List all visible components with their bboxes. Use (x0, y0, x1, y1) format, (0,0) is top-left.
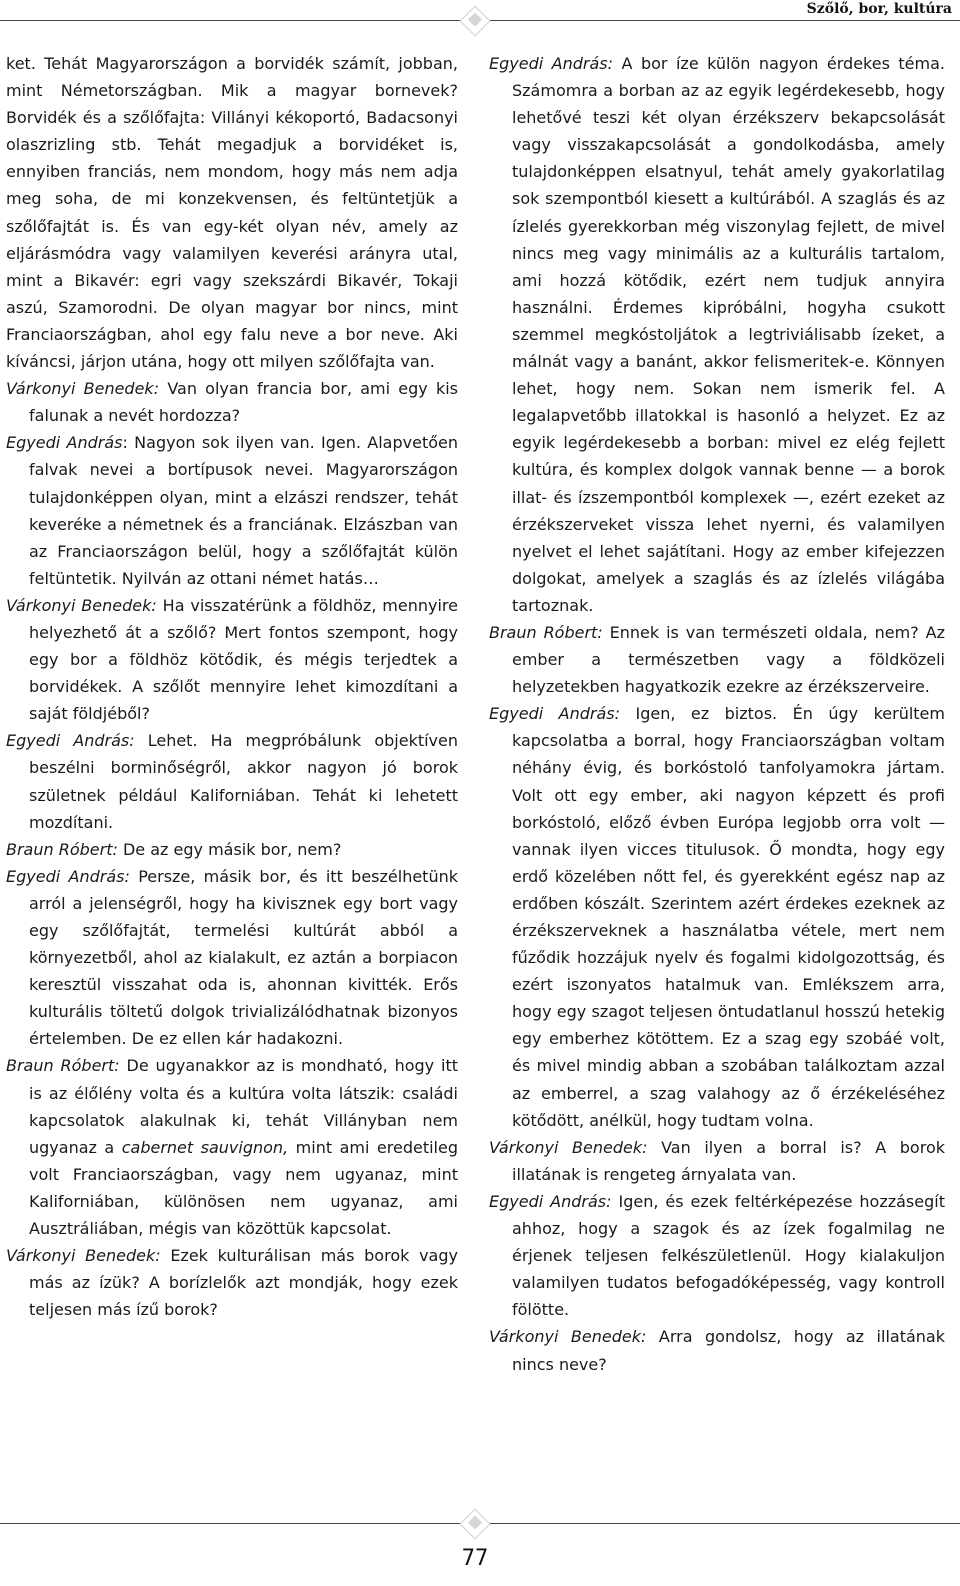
speaker-name: Egyedi András: (489, 704, 621, 724)
speaker-name: Egyedi András: (489, 1191, 612, 1211)
paragraph (6, 50, 458, 375)
paragraph-text: Ha visszatérünk a földhöz, mennyire helyezhető át a szőlő? Mert fontos szempont, hogy egy bor a földhöz kötődik, és mégis terjedtek a borvidékek. A szőlőt mennyire lehet kimozdítani a saját földjéből? (29, 595, 458, 724)
paragraph (489, 1188, 945, 1323)
footer-diamond-ornament (459, 1508, 490, 1539)
paragraph-text: Arra gondolsz, hogy az illatának nincs neve? (512, 1327, 945, 1374)
paragraph-text: De ugyanakkor az is mondható, hogy itt is az élőlény volta és a kultúra volta látszik: családi kapcsolatok alakulnak ki, tehát Villányban nem ugyanaz a (29, 1056, 459, 1157)
speaker-name: Egyedi András: (6, 866, 130, 886)
speaker-name: Braun Róbert: (6, 839, 118, 859)
wine-name-italic: cabernet sauvignon, (121, 1137, 289, 1157)
paragraph-text: A bor íze külön nagyon érdekes téma. Számomra a borban az az egyik legérdekesebb, hogy lehetővé teszi két olyan érzékszerv bekapcsolását vagy visszakapcsolását a gondolkodásba, amely tulajdonképpen elsatnyul, tehát amely gyakorlatilag sok szempontból kiesett a kultúrából. A szaglás és az ízlelés gyerekkorban még viszonylag fejlett, de mivel nincs meg vagy minimális az a kulturális tartalom, ami hozzá kötődik, ezért nem tudjuk annyira használni. Érdemes kipróbálni, hogyha csukott szemmel megkóstoljátok a legtriviálisabb ízeket, a málnát vagy a banánt, akkor felismeritek-e. Könnyen lehet, hogy nem. Sokan nem ismerik fel. A legalapvetőbb illatokkal is hasonló a helyzet. Ez az egyik legérdekesebb a borban: mivel ez elég fejlett kultúra, és komplex dolgok vannak benne — a borok illat- és ízszempontból komplexek —, ezért ezeket az érzékszerveket vissza lehet nyerni, és valamilyen nyelvet el lehet sajátítani. Hogy az ember kifejezzen dolgokat, amelyek a szaglás és az ízlelés világába tartoznak. (512, 54, 946, 615)
speaker-name: Egyedi András (6, 433, 123, 453)
paragraph-text: Igen, és ezek feltérképezése hozzásegít ahhoz, hogy a szagok és az ízek fogalmilag ne érjenek teljesen felkészületlenül. Hogy kialakuljon valamilyen tudatos befogadóképesség, vagy kontroll fölötte. (512, 1191, 945, 1320)
paragraph (6, 863, 458, 1053)
paragraph-text: Persze, másik bor, és itt beszélhetünk arról a jelenségről, hogy ha kivisznek egy bort vagy egy szőlőfajtát, termelési kultúrát abból a környezetből, ahol az kialakult, ez aztán a borpiacon keresztül visszahat oda is, ahonnan kivitték. Erős kulturális töltetű dolgok trivializálódhatnak bizonyos értelemben. De ez ellen kár hadakozni. (29, 866, 458, 1049)
paragraph-text: Lehet. Ha megpróbálunk objektíven beszélni borminőségről, akkor nagyon jó borok születnek például Kaliforniában. Tehát ki lehetett mozdítani. (29, 731, 459, 832)
page-number: 77 (461, 1546, 489, 1571)
paragraph-text: Igen, ez biztos. Én úgy kerültem kapcsolatba a borral, hogy Franciaországban voltam néhány évig, és borkóstoló tanfolyamokra jártam. Volt ott egy ember, aki nagyon képzett és profi borkóstoló, előző évben Európa legjobb orra volt — vannak ilyen vicces titulusok. Ő mondta, hogy egy erdő közelében nőtt fel, és gyerekként egész nap az erdőben kószált. Szerintem azért érdekes ezeknek az érzékszerveknek a használatba vétele, mert nem fűződik hozzájuk nyelv és fogalmi kidolgozottság, és ezért iszonyatos hatalmuk van. Emlékszem arra, hogy egy szagot teljesen öntudatlanul hosszú hetekig egy emberhez kötöttem. Ez a szag egy szobáé volt, és mivel mindig abban a szobában találkoztam azzal az emberrel, a szag valahogy az ő érzékeléséhez kötődött, anélkül, hogy tudtam volna. (512, 704, 945, 1130)
speaker-name: Braun Róbert: (489, 622, 603, 642)
paragraph (489, 619, 945, 700)
speaker-name: Braun Róbert: (6, 1056, 120, 1076)
speaker-name: Várkonyi Benedek: (489, 1137, 648, 1157)
running-head: Szőlő, bor, kultúra (797, 0, 952, 20)
header-diamond-ornament (459, 5, 490, 36)
paragraph-text: De az egy másik bor, nem? (122, 839, 342, 859)
paragraph-text: Van ilyen a borral is? A borok illatának is rengeteg árnyalata van. (512, 1137, 946, 1184)
paragraph (6, 1242, 458, 1323)
paragraph-text: : Nagyon sok ilyen van. Igen. Alapvetően falvak nevei a bortípusok nevei. Magyarországon tulajdonképpen olyan, mint a elzászi rendszer, tehát keveréke a németnek és a franciának. Elzászban van az Franciaországon belül, hogy a szőlőfajtát külön feltüntetik. Nyilván az ottani német hatás… (29, 433, 458, 588)
paragraph-text: Ezek kulturálisan más borok vagy más az ízük? A borízlelők azt mondják, hogy ezek teljesen más ízű borok? (29, 1246, 458, 1320)
paragraph (489, 1134, 945, 1188)
speaker-name: Egyedi András: (489, 54, 614, 73)
right-column (489, 50, 945, 1378)
speaker-name: Egyedi András: (6, 731, 135, 751)
speaker-name: Várkonyi Benedek: (6, 1246, 161, 1266)
paragraph-text: ket. Tehát Magyarországon a borvidék számít, jobban, mint Németországban. Mik a magyar bornevek? Borvidék és a szőlőfajta: Villányi kékoportó, Badacsonyi olaszrizling stb. Tehát megadjuk a borvidéket is, ennyiben franciás, nem mondom, hogy más nem adja meg soha, de mi konzekvensen, és feltüntetjük a szőlőfajtát is. És van egy-két olyan név, amely az eljárásmódra vagy valamilyen keverési arányra utal, mint a Bikavér: egri vagy szekszárdi Bikavér, Tokaji aszú, Szamorodni. De olyan magyar bor nincs, mint Franciaországban, ahol egy falu neve a bor neve. Aki kíváncsi, járjon utána, hogy ott milyen szőlőfajta van. (6, 54, 458, 372)
paragraph (6, 836, 458, 863)
paragraph-text-continued: mint ami eredetileg volt Franciaországban, vagy nem ugyanaz, mint Kaliforniában, különösen nem ugyanaz, ami Ausztráliában, mégis van közöttük kapcsolat. (29, 1137, 458, 1239)
paragraph (6, 727, 458, 835)
left-column (6, 50, 458, 1323)
paragraph (6, 592, 458, 727)
paragraph (6, 429, 458, 592)
paragraph (6, 1052, 458, 1242)
speaker-name: Várkonyi Benedek: (489, 1327, 647, 1347)
paragraph (489, 1323, 945, 1377)
paragraph (6, 375, 458, 429)
paragraph (489, 50, 945, 619)
speaker-name: Várkonyi Benedek: (6, 379, 160, 399)
paragraph-text: Ennek is van természeti oldala, nem? Az ember a természetben vagy a földközeli helyzetekben hagyatkozik ezekre az érzékszerveire. (512, 622, 945, 697)
paragraph (489, 700, 945, 1134)
speaker-name: Várkonyi Benedek: (6, 595, 157, 615)
paragraph-text: Van olyan francia bor, ami egy kis falunak a nevét hordozza? (29, 379, 459, 426)
